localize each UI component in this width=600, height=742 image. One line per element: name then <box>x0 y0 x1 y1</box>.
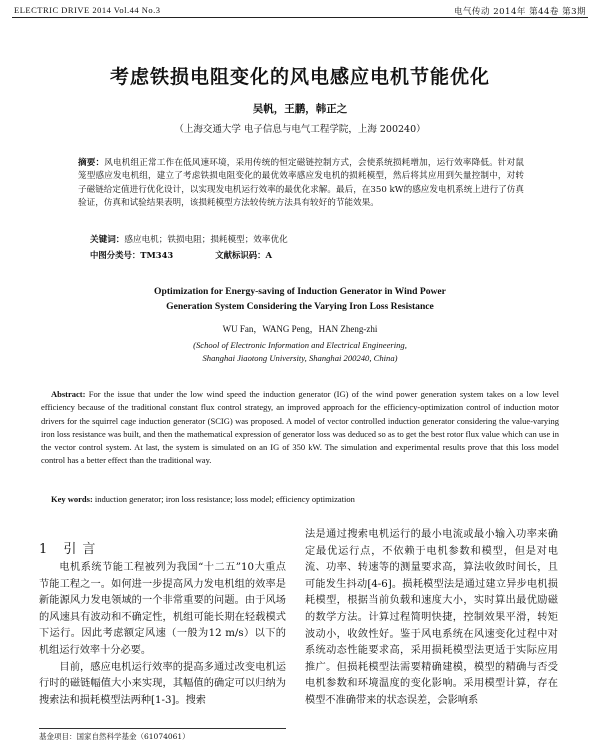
keywords-en <box>51 494 559 504</box>
body-column-right <box>305 527 558 710</box>
affiliation-en <box>0 339 600 365</box>
classification-cn <box>90 249 520 261</box>
section-number: 1 <box>39 542 54 557</box>
funding-footnote: 基金项目：国家自然科学基金（61074061） <box>39 728 286 742</box>
authors-cn: 吴帆，王鹏，韩正之 <box>252 103 348 115</box>
journal-header-cn: 电气传动 2014年 第44卷 第3期 <box>454 7 586 17</box>
journal-header-en: ELECTRIC DRIVE 2014 Vol.44 No.3 <box>14 5 161 15</box>
paragraph: 法是通过搜索电机运行的最小电流或最小输入功率来确定最优运行点，不依赖于电机参数和模型，但是对电流、功率、转速等的测量要求高，算法收敛时间长，且可能发生抖动[4-6]。损耗模型法是通过建立异步电机损耗模型，根据当前负载和速度大小，实时算出最优励磁的数学方法。计算过程简明快捷，控制效果平滑，转矩波动小，收敛性好。鉴于风电系统在风速变化过程中对系统动态性能要求高，采用损耗模型法更适于实际应用推广。但损耗模型法需要精确建模，模型的精确与否受电机参数和环境温度的变化影响。采用模型计算，存在模型不准确带来的状态误差，会影响系 <box>305 529 558 706</box>
abstract-cn-label: 摘要： <box>78 158 105 168</box>
keywords-cn-text: 感应电机；铁损电阻；损耗模型；效率优化 <box>124 235 288 245</box>
document-code: 文献标识码：A <box>215 250 272 260</box>
body-column-left <box>39 560 286 709</box>
paper-title-en-line2: Generation System Considering the Varying Iron Loss Resistance <box>166 301 434 312</box>
paper-title-en <box>0 284 600 314</box>
paper-title-cn: 考虑铁损电阻变化的风电感应电机节能优化 <box>109 66 490 88</box>
keywords-cn <box>90 233 520 245</box>
paragraph: 目前，感应电机运行效率的提高多通过改变电机运行时的磁链幅值大小来实现，其幅值的确定可以归纳为搜索法和损耗模型法两种[1-3]。搜索 <box>39 661 286 706</box>
section-title: 引言 <box>63 542 102 557</box>
keywords-en-label: Key words: <box>51 494 93 504</box>
abstract-cn <box>78 157 524 210</box>
authors-en: WU Fan，WANG Peng，HAN Zheng-zhi <box>222 324 378 334</box>
keywords-en-text: induction generator; iron loss resistance; loss model; efficiency optimization <box>94 494 355 504</box>
header-rule <box>12 17 588 18</box>
abstract-en-text: For the issue that under the low wind speed the induction generator (IG) of the wind power generation system takes on a low level efficiency because of the traditional constant flux control strategy, an improved approach for the efficiency-optimization control of induction motor drivers for the squirrel cage induction generator (SCIG) was proposed. A model of vector controlled induction generator considering the value-varying iron loss resistance was built, and then the mathematical expression of generator loss was deduced so as to get the best rotor flux value which can use in the vector control system. At last, the system is simulated on an IG of 350 kW. The simulation and experimental results prove that this loss model control has a better effect than the traditional way. <box>41 389 560 466</box>
abstract-cn-text: 风电机组正常工作在低风速环境，采用传统的恒定磁链控制方式，会使系统损耗增加，运行效率降低。针对鼠笼型感应发电机组，建立了考虑铁损电阻变化的最优效率感应发电机的损耗模型，然后将其应用到矢量控制中，对转子磁链给定值进行优化设计，以实现发电机运行效率的最优化求解。最后，在350 kW的感应发电机系统上进行了仿真验证，仿真和试验结果表明，该损耗模型方法较传统方法具有较好的节能效果。 <box>78 158 524 208</box>
clc-number: 中图分类号：TM343 <box>90 250 174 260</box>
affiliation-cn: （上海交通大学 电子信息与电气工程学院，上海 200240） <box>174 124 426 135</box>
keywords-cn-label: 关键词： <box>90 235 125 245</box>
affiliation-en-line2: Shanghai Jiaotong University, Shanghai 200240, China) <box>202 353 398 363</box>
paper-title-en-line1: Optimization for Energy-saving of Induction Generator in Wind Power <box>154 286 446 297</box>
abstract-en-label: Abstract: <box>51 389 86 399</box>
abstract-en <box>41 388 559 468</box>
paragraph: 电机系统节能工程被列为我国“十二五”10大重点节能工程之一。如何进一步提高风力发电机组的效率是新能源风力发电领域的一个非常重要的问题。由于风场的风速具有波动和不确定性，机组可能长期在轻载模式下运行。因此考虑额定风速（一般为12 m/s）以下的机组运行效率十分必要。 <box>39 562 286 656</box>
affiliation-en-line1: (School of Electronic Information and Electrical Engineering, <box>193 340 407 350</box>
section-heading <box>39 538 101 557</box>
